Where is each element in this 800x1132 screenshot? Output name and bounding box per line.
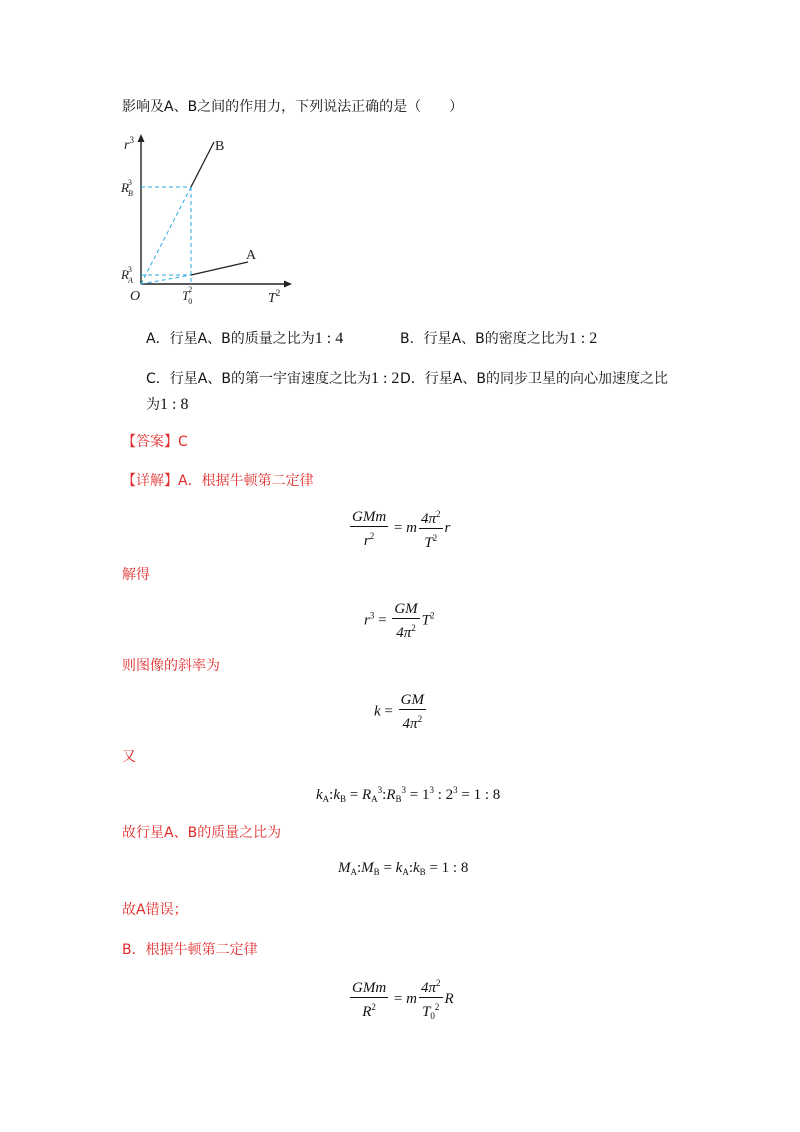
line-b-label: B xyxy=(215,139,225,154)
equation-slope: k = $\frac{GM}{4\pi^2}$ xyxy=(374,692,424,732)
equation-k-ratio: $k_A:k_B$ = $R_A^3:R_B^3 = 1^3$ : $2^3 = 1$ : 8 xyxy=(316,785,501,804)
option-d: D．行星A、B的同步卫星的向心加速度之比 xyxy=(400,371,668,387)
answer-line xyxy=(122,432,188,452)
solution-line-b: B．根据牛顿第二定律 xyxy=(122,942,258,958)
option-c: C．行星A、B的第一宇宙速度之比为1 : 2 xyxy=(146,370,400,387)
equation-newton-r: $\frac{\text{GMm}}{r^2}$ = m $\frac{4\pi^2}{T^2}$ r xyxy=(348,505,450,552)
line-a-label: A xyxy=(246,248,257,263)
option-b: B．行星A、B的密度之比为1 : 2 xyxy=(400,330,598,347)
answer-value: C xyxy=(178,434,188,450)
you-text: 又 xyxy=(122,749,136,765)
answer-tag: 【答案】 xyxy=(122,434,178,450)
r3-t2-graph xyxy=(110,132,310,316)
y-axis-arrow xyxy=(138,134,145,142)
equation-r3: $r^3$ = $\frac{GM}{4\pi^2}$ $T^2$ xyxy=(364,601,435,641)
x-axis-arrow xyxy=(284,281,292,288)
option-d-line2: 为1 : 8 xyxy=(146,396,189,413)
option-a: A．行星A、B的质量之比为1 : 4 xyxy=(146,330,344,347)
slope-text: 则图像的斜率为 xyxy=(122,658,220,674)
line-b xyxy=(191,142,214,187)
mass-ratio-text: 故行星A、B的质量之比为 xyxy=(122,825,282,841)
y-axis-label: $r^3$ xyxy=(124,135,134,153)
t0-label: T02 xyxy=(182,285,193,306)
a-wrong-text: 故A错误； xyxy=(122,902,188,918)
dashed-guides xyxy=(141,187,191,284)
line-a xyxy=(191,262,248,275)
solution-line-1: 【详解】A．根据牛顿第二定律 xyxy=(122,473,314,489)
rb-label: RB3 xyxy=(121,178,133,198)
ra-label: RA3 xyxy=(121,265,133,285)
x-axis-label: $T^2$ xyxy=(268,288,281,306)
question-stem: 影响及A、B之间的作用力，下列说法正确的是（ ） xyxy=(122,99,464,115)
jiede-text: 解得 xyxy=(122,567,150,583)
equation-newton-R: $\frac{\text{GMm}}{R^2}$ = m $\frac{4\pi^2}{T_0^2}$ R xyxy=(348,974,454,1025)
origin-label: O xyxy=(130,289,141,304)
equation-mass-ratio: $M_A:M_B$ = $k_A:k_B = 1$ : 8 xyxy=(338,860,469,877)
